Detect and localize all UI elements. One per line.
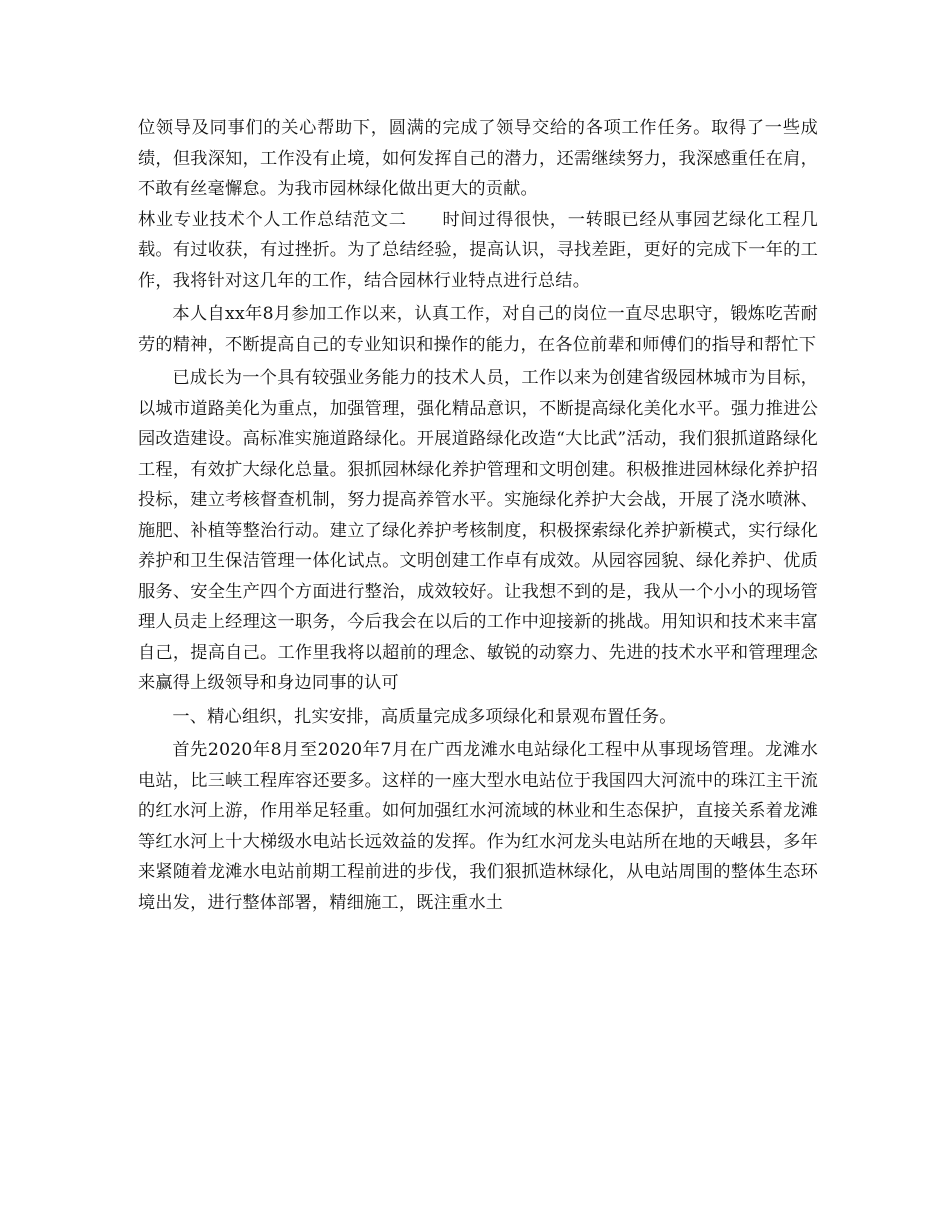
section-title: 林业专业技术个人工作总结范文二 bbox=[138, 209, 407, 230]
paragraph-closing-summary: 位领导及同事们的关心帮助下，圆满的完成了领导交给的各项工作任务。取得了一些成绩，但我深知，工作没有止境，如何发挥自己的潜力，还需继续努力，我深感重任在肩，不敢有丝毫懈怠。为我市园林绿化做出更大的贡献。 bbox=[138, 118, 818, 199]
paragraph-section-two-intro bbox=[138, 205, 818, 297]
paragraph-work-start: 本人自xx年8月参加工作以来，认真工作，对自己的岗位一直尽忠职守，锻炼吃苦耐劳的精神，不断提高自己的专业知识和操作的能力，在各位前辈和师傅们的指导和帮忙下 bbox=[138, 304, 818, 355]
paragraph-heading-one: 一、精心组织，扎实安排，高质量完成多项绿化和景观布置任务。 bbox=[172, 706, 677, 727]
paragraph-longtan-project: 首先2020年8月至2020年7月在广西龙滩水电站绿化工程中从事现场管理。龙滩水电站，比三峡工程库容还要多。这样的一座大型水电站位于我国四大河流中的珠江主干流的红水河上游，作用举足轻重。如何加强红水河流域的林业和生态保护，直接关系着龙滩等红水河上十大梯级水电站长远效益的发挥。作为红水河龙头电站所在地的天峨县，多年来紧随着龙滩水电站前期工程前进的步伐，我们狠抓造林绿化，从电站周围的整体生态环境出发，进行整体部署，精细施工，既注重水土 bbox=[138, 740, 818, 913]
paragraph-achievements: 已成长为一个具有较强业务能力的技术人员，工作以来为创建省级园林城市为目标，以城市道路美化为重点，加强管理，强化精品意识，不断提高绿化美化水平。强力推进公园改造建设。高标准实施道路绿化。开展道路绿化改造“大比武”活动，我们狠抓道路绿化工程，有效扩大绿化总量。狠抓园林绿化养护管理和文明创建。积极推进园林绿化养护招投标，建立考核督查机制，努力提高养管水平。实施绿化养护大会战，开展了浇水喷淋、施肥、补植等整治行动。建立了绿化养护考核制度，积极探索绿化养护新模式，实行绿化养护和卫生保洁管理一体化试点。文明创建工作卓有成效。从园容园貌、绿化养护、优质服务、安全生产四个方面进行整治，成效较好。让我想不到的是，我从一个小小的现场管理人员走上经理这一职务，今后我会在以后的工作中迎接新的挑战。用知识和技术来丰富自己，提高自己。工作里我将以超前的理念、敏锐的动察力、先进的技术水平和管理理念来赢得上级领导和身边同事的认可 bbox=[138, 368, 818, 693]
section-intro-text: 时间过得很快，一转眼已经从事园艺绿化工程几载。有过收获，有过挫折。为了总结经验，提高认识，寻找差距，更好的完成下一年的工作，我将针对这几年的工作，结合园林行业特点进行总结。 bbox=[138, 209, 818, 291]
document-body bbox=[138, 113, 818, 918]
